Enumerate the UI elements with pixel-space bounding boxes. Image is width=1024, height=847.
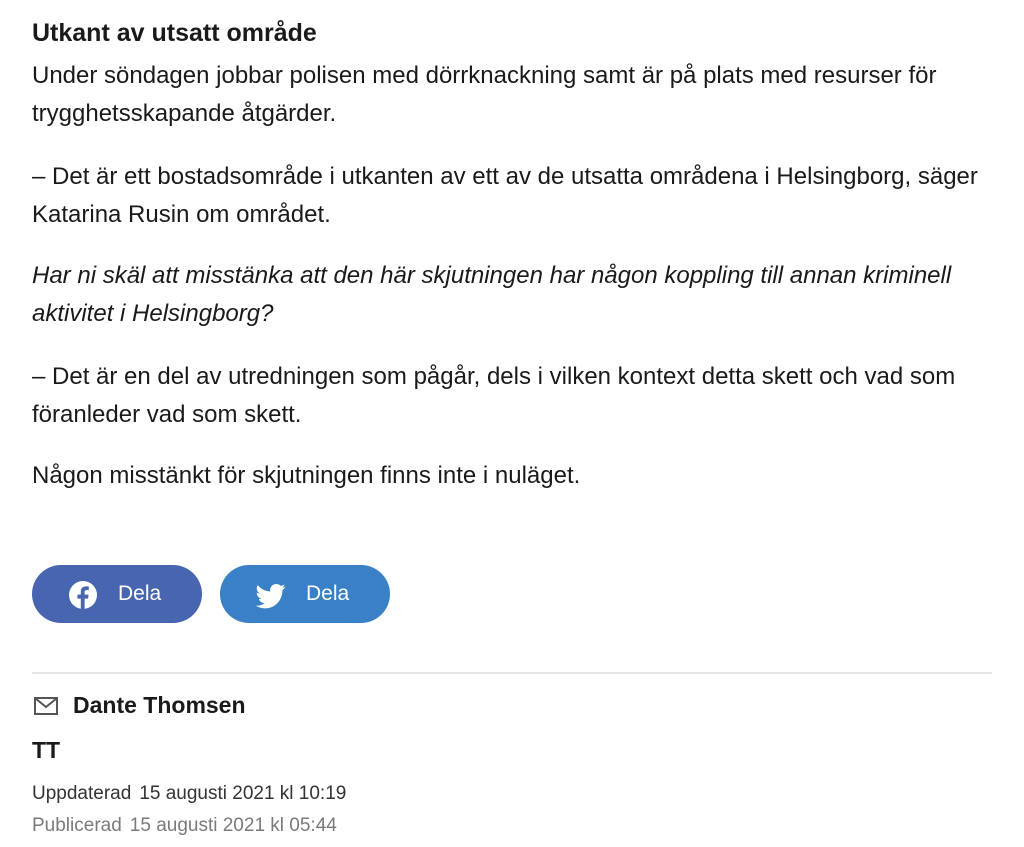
twitter-icon [256, 581, 286, 611]
twitter-share-button[interactable] [220, 565, 390, 623]
quote-paragraph: – Det är en del av utredningen som pågår, dels i vilken kontext detta skett och vad som föranleder vad som skett. [32, 363, 956, 428]
quote-paragraph: – Det är ett bostadsområde i utkanten av ett av de utsatta områdena i Helsingborg, säger Katarina Rusin om området. [32, 163, 978, 228]
paragraph: Under söndagen jobbar polisen med dörrknackning samt är på plats med resurser för trygghetsskapande åtgärder. [32, 62, 937, 127]
published-date: 15 augusti 2021 kl 05:44 [129, 815, 337, 836]
twitter-share-label: Dela [306, 582, 350, 605]
facebook-share-label: Dela [118, 582, 162, 605]
paragraph: Någon misstänkt för skjutningen finns inte i nuläget. [32, 462, 581, 489]
mail-icon[interactable] [34, 697, 58, 715]
question-paragraph: Har ni skäl att misstänka att den här skjutningen har någon koppling till annan kriminell aktivitet i Helsingborg? [32, 262, 952, 327]
published-timestamp [32, 814, 337, 838]
facebook-share-button[interactable] [32, 565, 202, 623]
updated-label: Uppdaterad [32, 783, 132, 804]
facebook-icon [68, 580, 98, 610]
published-label: Publicerad [32, 815, 122, 836]
updated-date: 15 augusti 2021 kl 10:19 [139, 783, 347, 804]
divider [32, 672, 992, 674]
section-heading: Utkant av utsatt område [32, 19, 317, 47]
author-name-link[interactable]: Dante Thomsen [73, 692, 246, 718]
updated-timestamp [32, 782, 346, 806]
news-agency: TT [32, 737, 61, 763]
